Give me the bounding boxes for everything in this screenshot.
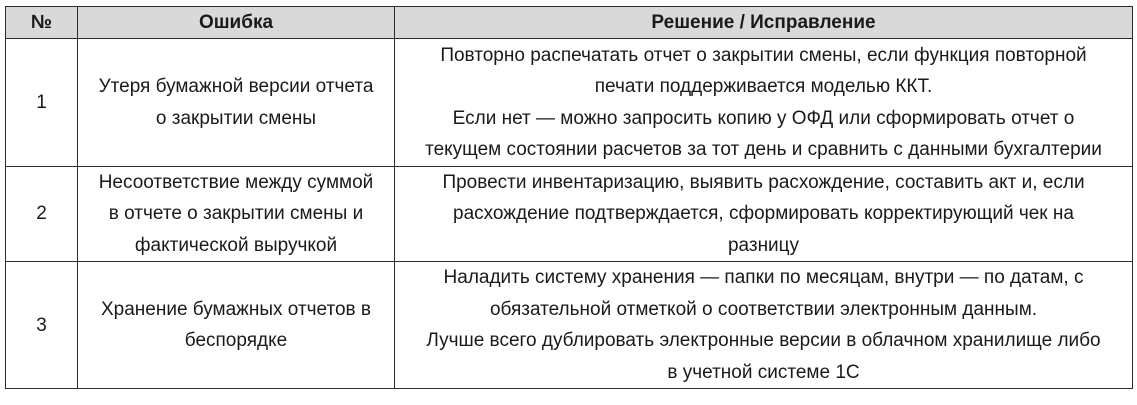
solution-cell — [395, 262, 1133, 389]
row-number-cell: 3 — [6, 262, 78, 389]
solution-text-line: Лучше всего дублировать электронные версии в облачном хранилище либо — [426, 330, 1101, 352]
error-text-line: Хранение бумажных отчетов в — [100, 298, 372, 320]
error-cell — [78, 262, 395, 389]
solution-text-line: разницу — [727, 234, 800, 256]
solution-cell — [395, 167, 1133, 262]
errors-table — [5, 6, 1133, 389]
row-number-cell: 1 — [6, 39, 78, 167]
error-text-line: Утеря бумажной версии отчета — [98, 76, 374, 98]
error-text-line: фактической выручкой — [134, 234, 338, 256]
solution-text-line: текущем состоянии расчетов за тот день и сравнить с данными бухгалтерии — [425, 138, 1102, 160]
error-cell — [78, 167, 395, 262]
error-text-line: Несоответствие между суммой — [98, 172, 374, 193]
solution-text-line: Если нет — можно запросить копию у ОФД или сформировать отчет о — [452, 107, 1075, 129]
solution-text-line: расхождение подтверждается, сформировать корректирующий чек на — [453, 203, 1074, 225]
error-cell — [78, 39, 395, 167]
table-row — [6, 167, 1133, 262]
error-text-line: беспорядке — [184, 330, 288, 352]
solution-text-line: Провести инвентаризацию, выявить расхождение, составить акт и, если — [442, 172, 1085, 193]
table-header-row — [6, 7, 1133, 39]
solution-text-line: Повторно распечатать отчет о закрытии смены, если функция повторной — [440, 44, 1087, 66]
header-number: № — [6, 7, 78, 39]
header-solution: Решение / Исправление — [395, 7, 1133, 39]
header-error: Ошибка — [78, 7, 395, 39]
row-number-cell: 2 — [6, 167, 78, 262]
solution-text-line: обязательной отметкой о соответствии электронным данным. — [489, 298, 1038, 320]
solution-text-line: Наладить систему хранения — папки по месяцам, внутри — по датам, с — [443, 267, 1084, 289]
error-text-line: в отчете о закрытии смены и — [108, 203, 364, 225]
solution-text-line: печати поддерживается моделью ККТ. — [594, 76, 933, 98]
error-text-line: о закрытии смены — [155, 107, 317, 129]
errors-table-container — [5, 6, 1133, 389]
solution-cell — [395, 39, 1133, 167]
table-row — [6, 39, 1133, 167]
table-row — [6, 262, 1133, 389]
solution-text-line: в учетной системе 1С — [667, 361, 860, 383]
